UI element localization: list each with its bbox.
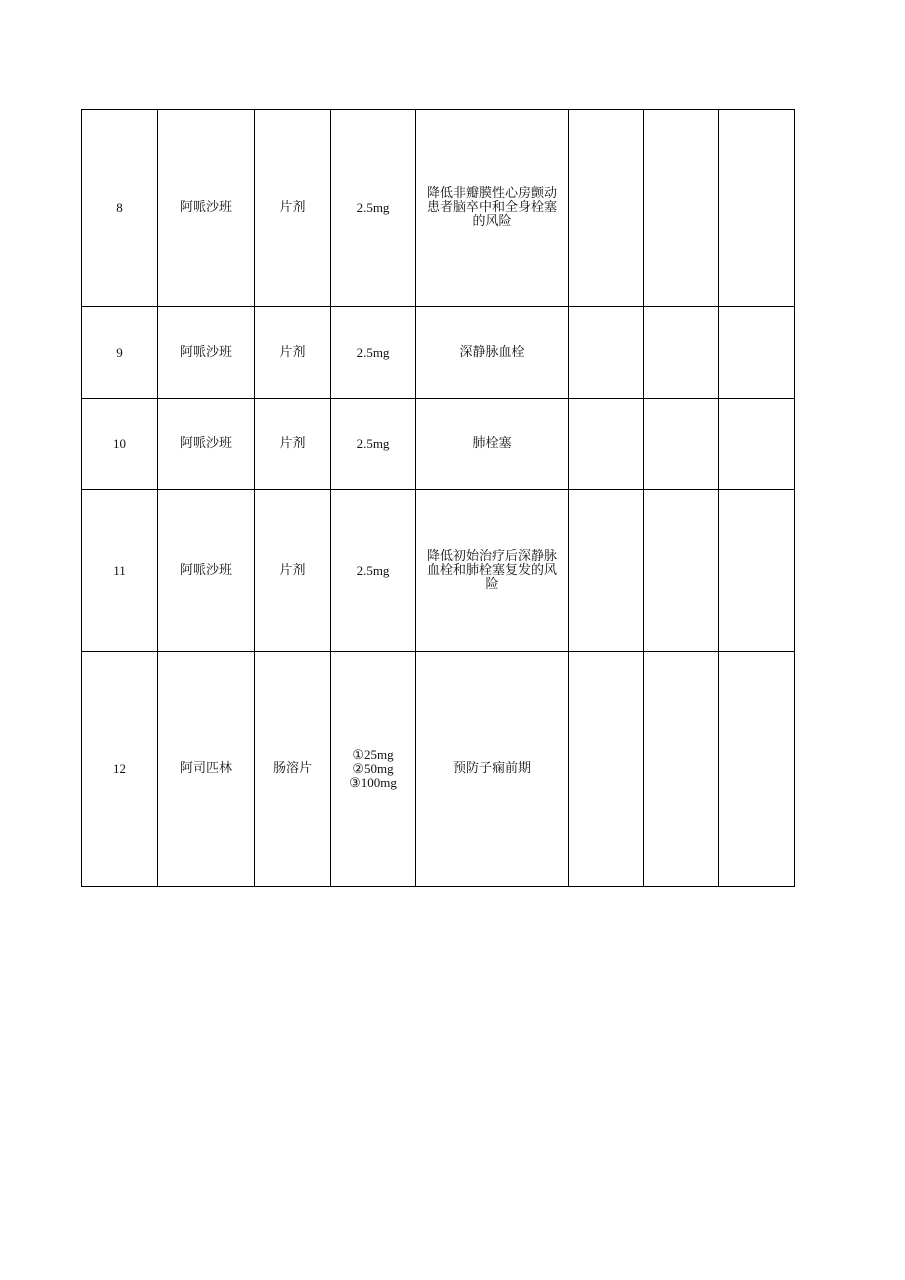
empty-cell <box>719 399 795 490</box>
empty-cell <box>644 399 719 490</box>
specification <box>331 110 416 307</box>
indication: 降低非瓣膜性心房颤动患者脑卒中和全身栓塞的风险 <box>416 110 569 307</box>
row-number: 9 <box>82 307 158 399</box>
dosage-form: 肠溶片 <box>255 652 331 887</box>
dosage-form: 片剂 <box>255 110 331 307</box>
table-row <box>82 399 795 490</box>
table-row <box>82 490 795 652</box>
table-row <box>82 110 795 307</box>
indication: 降低初始治疗后深静脉血栓和肺栓塞复发的风险 <box>416 490 569 652</box>
indication: 肺栓塞 <box>416 399 569 490</box>
drug-name: 阿哌沙班 <box>158 490 255 652</box>
row-number: 11 <box>82 490 158 652</box>
dosage-form: 片剂 <box>255 399 331 490</box>
row-number: 8 <box>82 110 158 307</box>
table-row <box>82 652 795 887</box>
empty-cell <box>644 490 719 652</box>
specification-line: ③100mg <box>349 775 397 790</box>
dosage-form: 片剂 <box>255 490 331 652</box>
indication: 深静脉血栓 <box>416 307 569 399</box>
specification-line: 2.5mg <box>356 200 390 215</box>
empty-cell <box>719 652 795 887</box>
specification-line: 2.5mg <box>356 436 390 451</box>
specification <box>331 399 416 490</box>
specification-line: ①25mg <box>352 747 394 762</box>
empty-cell <box>719 490 795 652</box>
drug-name: 阿司匹林 <box>158 652 255 887</box>
empty-cell <box>719 307 795 399</box>
drug-name: 阿哌沙班 <box>158 110 255 307</box>
empty-cell <box>569 490 644 652</box>
drug-catalog-table <box>81 109 795 887</box>
empty-cell <box>644 307 719 399</box>
empty-cell <box>569 399 644 490</box>
empty-cell <box>569 110 644 307</box>
row-number: 10 <box>82 399 158 490</box>
specification <box>331 652 416 887</box>
empty-cell <box>569 652 644 887</box>
specification <box>331 307 416 399</box>
specification-line: 2.5mg <box>356 344 390 360</box>
row-number: 12 <box>82 652 158 887</box>
empty-cell <box>719 110 795 307</box>
specification <box>331 490 416 652</box>
empty-cell <box>644 652 719 887</box>
empty-cell <box>569 307 644 399</box>
drug-name: 阿哌沙班 <box>158 399 255 490</box>
table-row <box>82 307 795 399</box>
indication: 预防子痫前期 <box>416 652 569 887</box>
drug-name: 阿哌沙班 <box>158 307 255 399</box>
dosage-form: 片剂 <box>255 307 331 399</box>
specification-line: ②50mg <box>352 761 394 776</box>
specification-line: 2.5mg <box>356 562 390 578</box>
empty-cell <box>644 110 719 307</box>
